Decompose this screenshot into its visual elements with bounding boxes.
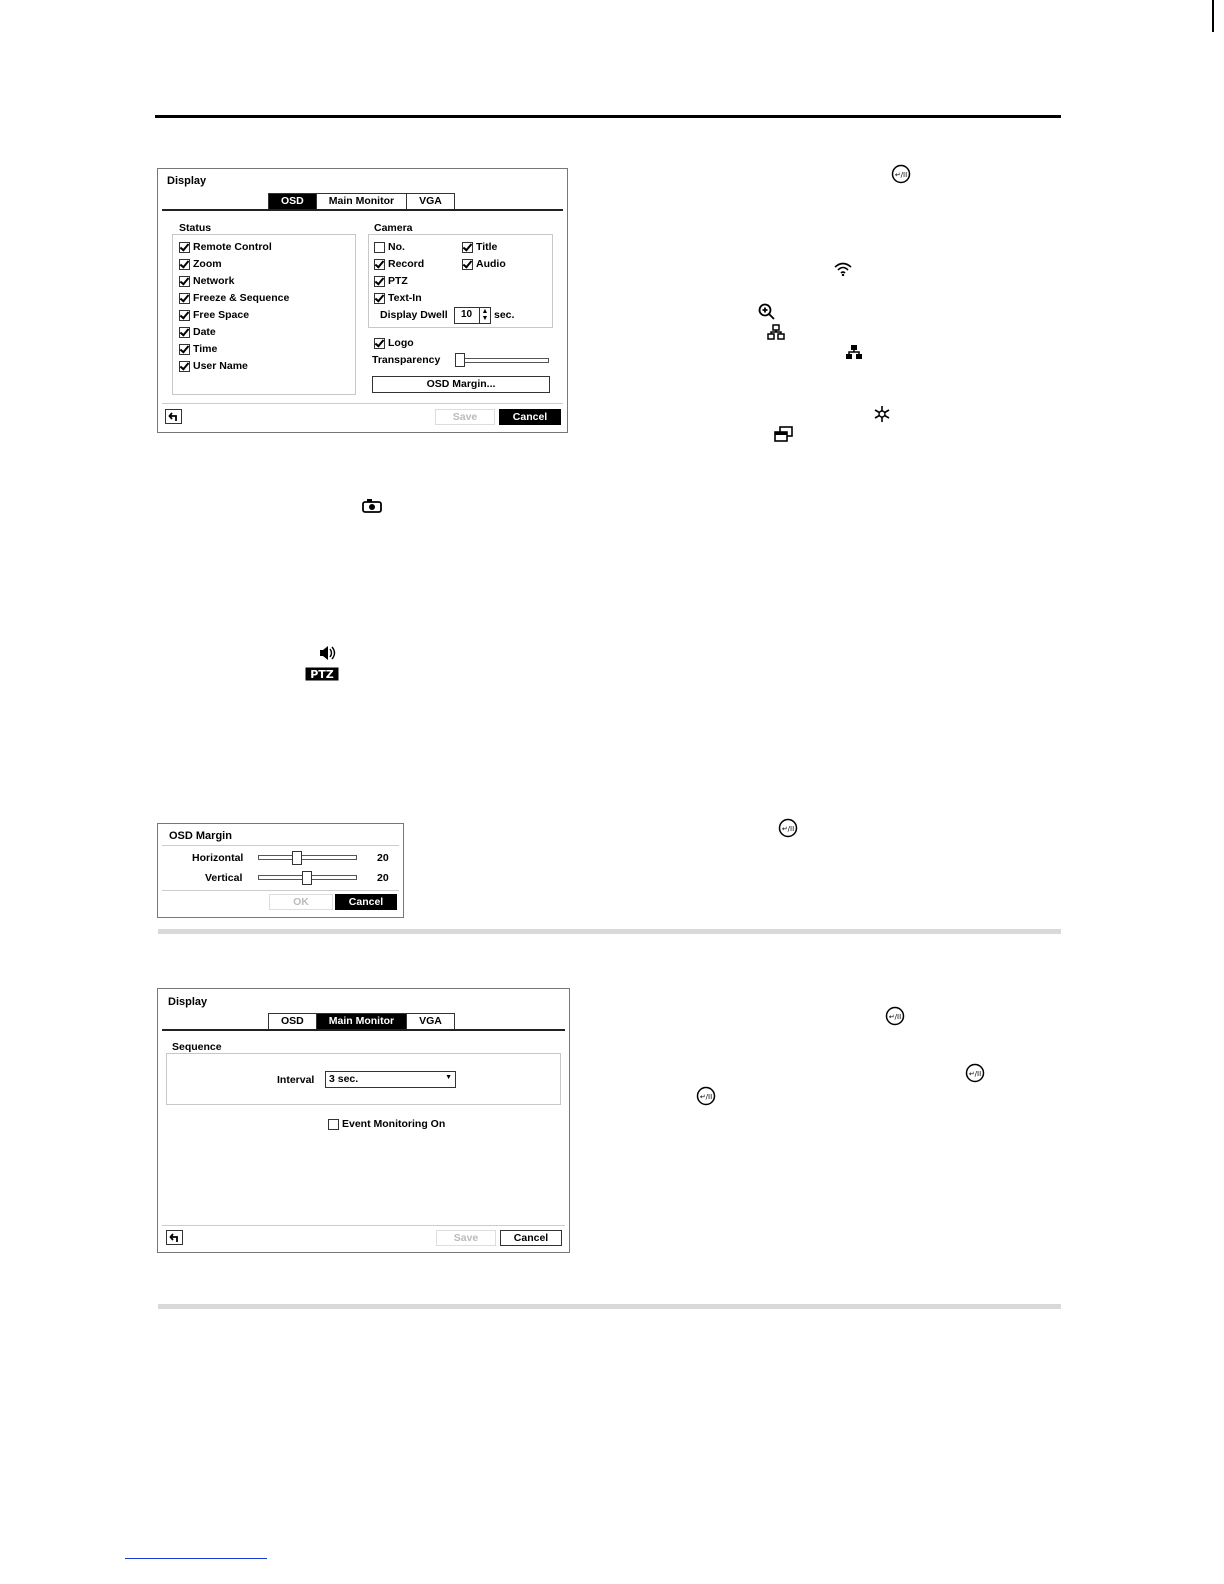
checkbox-logo[interactable]: Logo [374, 337, 414, 349]
network-disconnected-icon [845, 344, 863, 360]
svg-text:↵/II: ↵/II [894, 171, 908, 179]
horizontal-value: 20 [377, 852, 389, 864]
sequence-group-label: Sequence [172, 1041, 222, 1053]
save-button[interactable]: Save [436, 1230, 496, 1246]
enter-button-icon [891, 164, 911, 184]
network-status-icon [767, 324, 785, 340]
osd-margin-dialog [157, 823, 404, 918]
camera-group-label: Camera [374, 222, 413, 234]
ptz-icon [305, 667, 339, 681]
osd-margin-button[interactable]: OSD Margin... [372, 376, 550, 393]
tab-bar [162, 1013, 565, 1031]
checkbox-date[interactable]: Date [179, 326, 216, 338]
horizontal-label: Horizontal [192, 852, 244, 864]
checkbox-camera-text-in[interactable]: Text-In [374, 292, 422, 304]
dialog-title: Display [167, 175, 207, 187]
ok-button[interactable]: OK [269, 894, 333, 910]
checkbox-camera-title[interactable]: Title [462, 241, 497, 253]
interval-label: Interval [277, 1074, 315, 1086]
back-button[interactable] [165, 409, 182, 424]
back-arrow-icon [168, 1231, 181, 1244]
enter-button-icon [778, 818, 798, 838]
checkbox-zoom[interactable]: Zoom [179, 258, 222, 270]
dialog-title: OSD Margin [169, 830, 232, 842]
svg-text:↵/II: ↵/II [968, 1070, 982, 1078]
footnote-rule [125, 1558, 267, 1559]
top-margin-mark [1212, 0, 1214, 32]
vertical-slider-thumb[interactable] [302, 871, 312, 885]
tab-bar [162, 193, 563, 211]
back-button[interactable] [166, 1230, 183, 1245]
checkbox-remote-control[interactable]: Remote Control [179, 241, 272, 253]
enter-button-icon [885, 1006, 905, 1026]
freeze-sequence-icon [873, 405, 891, 423]
display-osd-dialog [157, 168, 568, 433]
checkbox-camera-no[interactable]: No. [374, 241, 405, 253]
checkbox-camera-ptz[interactable]: PTZ [374, 275, 408, 287]
checkbox-camera-record[interactable]: Record [374, 258, 424, 270]
tab-main-monitor[interactable]: Main Monitor [316, 193, 407, 209]
checkbox-freeze-sequence[interactable]: Freeze & Sequence [179, 292, 289, 304]
enter-button-icon [696, 1086, 716, 1106]
header-rule [155, 115, 1061, 118]
checkbox-event-monitoring[interactable]: Event Monitoring On [328, 1118, 445, 1130]
svg-text:↵/II: ↵/II [888, 1013, 902, 1021]
back-arrow-icon [167, 410, 180, 423]
tab-main-monitor[interactable]: Main Monitor [316, 1013, 407, 1029]
zoom-icon [758, 303, 776, 321]
status-group-label: Status [179, 222, 212, 234]
transparency-label: Transparency [372, 354, 441, 366]
enter-button-icon [965, 1063, 985, 1083]
checkbox-free-space[interactable]: Free Space [179, 309, 249, 321]
display-dwell-value: 10 [461, 309, 473, 320]
checkbox-user-name[interactable]: User Name [179, 360, 248, 372]
vertical-value: 20 [377, 872, 389, 884]
network-icon [834, 262, 852, 276]
display-main-monitor-dialog [157, 988, 570, 1253]
tab-osd[interactable]: OSD [268, 1013, 317, 1029]
cancel-button[interactable]: Cancel [499, 409, 561, 425]
svg-text:↵/II: ↵/II [781, 825, 795, 833]
svg-text:PTZ: PTZ [310, 668, 334, 681]
audio-icon [318, 645, 338, 661]
save-button[interactable]: Save [435, 409, 495, 425]
spinner-arrows-icon[interactable]: ▲ ▼ [479, 308, 490, 323]
horizontal-slider-track[interactable] [258, 855, 357, 860]
cancel-button[interactable]: Cancel [335, 894, 397, 910]
checkbox-network[interactable]: Network [179, 275, 234, 287]
transparency-slider-thumb[interactable] [455, 353, 465, 367]
interval-value: 3 sec. [329, 1073, 359, 1085]
section-divider [158, 929, 1061, 934]
checkbox-time[interactable]: Time [179, 343, 217, 355]
checkbox-camera-audio[interactable]: Audio [462, 258, 506, 270]
record-icon [361, 498, 383, 514]
horizontal-slider-thumb[interactable] [292, 851, 302, 865]
display-dwell-label: Display Dwell [380, 309, 448, 321]
cancel-button[interactable]: Cancel [500, 1230, 562, 1246]
interval-dropdown[interactable] [325, 1071, 456, 1088]
display-dwell-spinner[interactable] [454, 307, 491, 324]
section-divider [158, 1304, 1061, 1309]
vertical-label: Vertical [205, 872, 243, 884]
chevron-down-icon[interactable]: ▼ [445, 1074, 452, 1081]
multi-window-icon [774, 426, 794, 442]
tab-vga[interactable]: VGA [406, 193, 455, 209]
dialog-title: Display [168, 996, 208, 1008]
display-dwell-unit: sec. [494, 309, 515, 321]
tab-vga[interactable]: VGA [406, 1013, 455, 1029]
svg-text:↵/II: ↵/II [699, 1093, 713, 1101]
transparency-slider-track[interactable] [455, 358, 549, 363]
tab-osd[interactable]: OSD [268, 193, 317, 209]
